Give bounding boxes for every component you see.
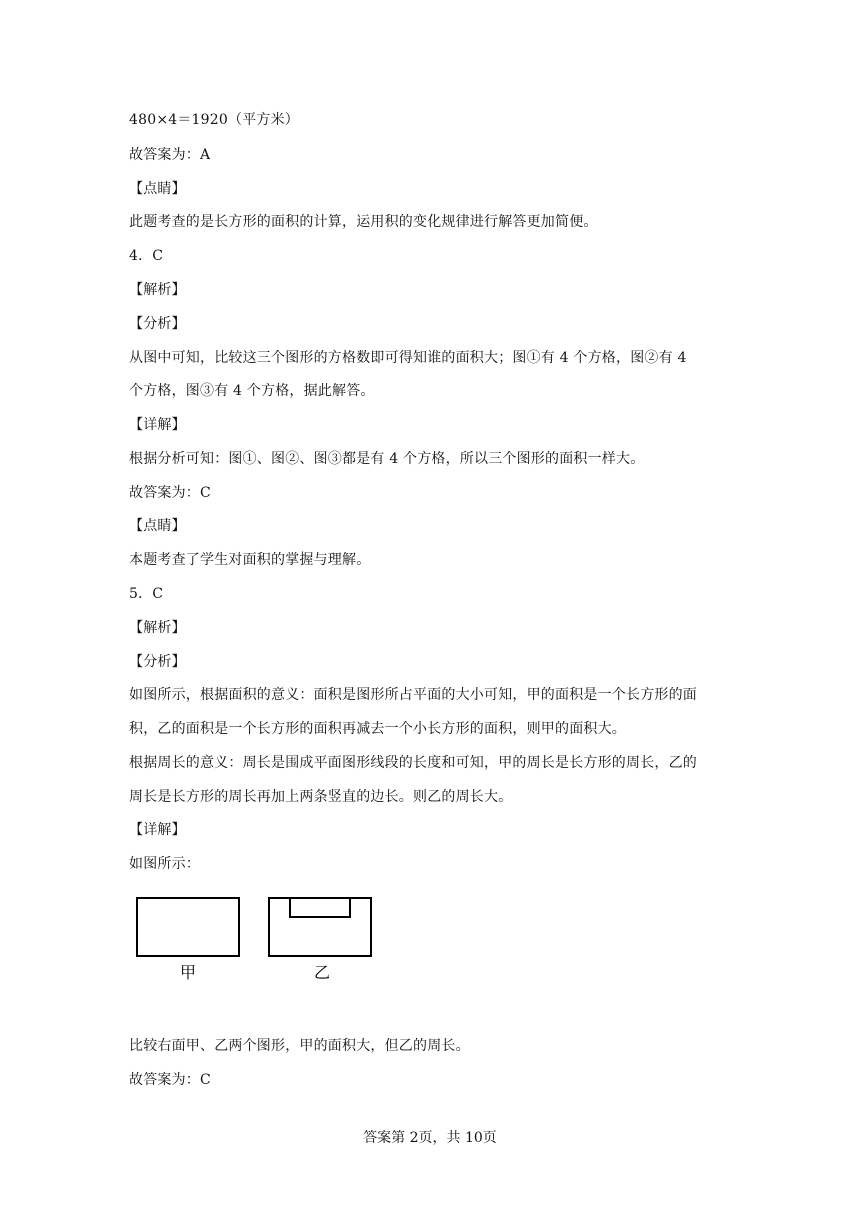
shape-jia-rectangle (137, 898, 239, 956)
section-heading: 【分析】 (129, 654, 186, 670)
shape-jia-label: 甲 (179, 963, 197, 982)
comparison-figure (130, 892, 380, 984)
shape-yi-rectangle (269, 898, 371, 956)
text-line: 此题考查的是长方形的面积的计算，运用积的变化规律进行解答更加简便。 (129, 214, 598, 230)
section-heading: 【点睛】 (129, 181, 186, 197)
question-number: 4．C (129, 248, 164, 264)
text-line: 故答案为：A (129, 147, 211, 163)
page-footer: 答案第 2页，共 10页 (363, 1130, 497, 1146)
text-line: 如图所示： (129, 856, 200, 872)
text-line: 故答案为：C (129, 1072, 211, 1088)
section-heading: 【解析】 (129, 620, 186, 636)
text-line: 根据分析可知：图①、图②、图③都是有 4 个方格，所以三个图形的面积一样大。 (129, 451, 645, 467)
text-line: 从图中可知，比较这三个图形的方格数即可得知谁的面积大；图①有 4 个方格，图②有 4 (129, 350, 687, 366)
text-line: 积，乙的面积是一个长方形的面积再减去一个小长方形的面积，则甲的面积大。 (129, 721, 626, 737)
text-line: 480×4＝1920（平方米） (129, 112, 299, 128)
section-heading: 【详解】 (129, 417, 186, 433)
question-number: 5．C (129, 586, 164, 602)
section-heading: 【解析】 (129, 282, 186, 298)
section-heading: 【详解】 (129, 822, 186, 838)
text-line: 个方格，图③有 4 个方格，据此解答。 (129, 383, 375, 399)
shape-yi-notch (290, 898, 350, 917)
text-line: 故答案为：C (129, 485, 211, 501)
text-line: 周长是长方形的周长再加上两条竖直的边长。则乙的周长大。 (129, 789, 513, 805)
figure-svg (130, 892, 380, 984)
text-line: 如图所示，根据面积的意义：面积是图形所占平面的大小可知，甲的面积是一个长方形的面 (129, 687, 697, 703)
section-heading: 【点睛】 (129, 518, 186, 534)
text-line: 比较右面甲、乙两个图形，甲的面积大，但乙的周长。 (129, 1038, 470, 1054)
text-line: 根据周长的意义：周长是围成平面图形线段的长度和可知，甲的周长是长方形的周长，乙的 (129, 755, 697, 771)
text-line: 本题考查了学生对面积的掌握与理解。 (129, 552, 371, 568)
section-heading: 【分析】 (129, 316, 186, 332)
shape-yi-label: 乙 (313, 963, 331, 982)
